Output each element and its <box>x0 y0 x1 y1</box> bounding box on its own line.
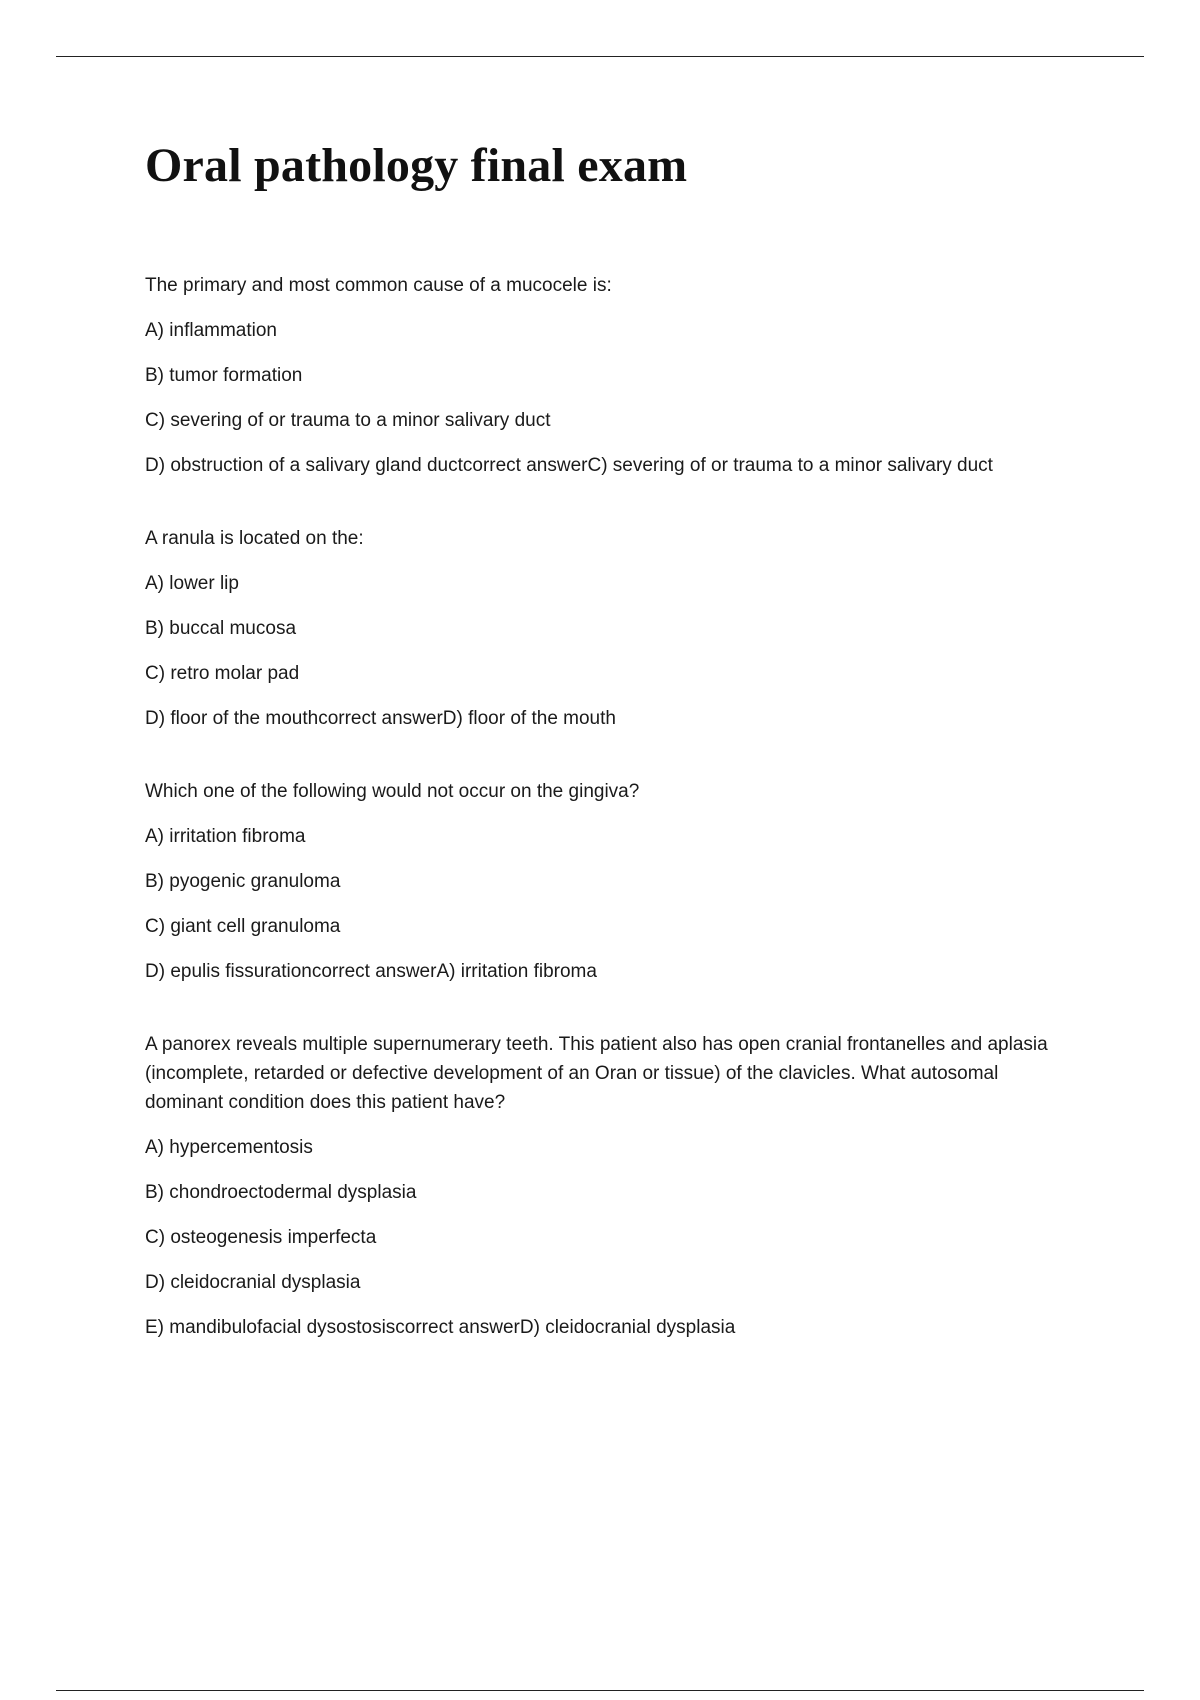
answer-option: D) obstruction of a salivary gland ductcorrect answerC) severing of or trauma to a minor salivary duct <box>145 455 993 477</box>
question-2 <box>145 524 1065 733</box>
answer-option: A) lower lip <box>145 573 239 595</box>
bottom-rule <box>56 1690 1144 1691</box>
answer-option: A) inflammation <box>145 320 277 342</box>
answer-option: B) buccal mucosa <box>145 618 297 640</box>
question-1 <box>145 271 1065 480</box>
answer-option: C) giant cell granuloma <box>145 916 341 938</box>
answer-option: D) floor of the mouthcorrect answerD) floor of the mouth <box>145 708 616 730</box>
question-prompt: A panorex reveals multiple supernumerary teeth. This patient also has open cranial frontanelles and aplasia (incomplete, retarded or defective development of an Oran or tissue) of the clavicles. What autosomal dominant condition does this patient have? <box>145 1034 1048 1114</box>
question-prompt: A ranula is located on the: <box>145 528 364 550</box>
answer-option: E) mandibulofacial dysostosiscorrect answerD) cleidocranial dysplasia <box>145 1317 736 1339</box>
question-4 <box>145 1030 1065 1342</box>
answer-option: B) chondroectodermal dysplasia <box>145 1182 417 1204</box>
answer-option: C) severing of or trauma to a minor salivary duct <box>145 410 551 432</box>
top-rule <box>56 56 1144 57</box>
question-3 <box>145 777 1065 986</box>
page-title: Oral pathology final exam <box>145 139 688 192</box>
answer-option: D) cleidocranial dysplasia <box>145 1272 361 1294</box>
answer-option: A) hypercementosis <box>145 1137 313 1159</box>
question-prompt: Which one of the following would not occur on the gingiva? <box>145 781 640 803</box>
answer-option: B) tumor formation <box>145 365 303 387</box>
answer-option: D) epulis fissurationcorrect answerA) irritation fibroma <box>145 961 597 983</box>
document-body <box>145 138 1065 1386</box>
answer-option: C) retro molar pad <box>145 663 300 685</box>
answer-option: C) osteogenesis imperfecta <box>145 1227 377 1249</box>
question-prompt: The primary and most common cause of a mucocele is: <box>145 275 612 297</box>
answer-option: B) pyogenic granuloma <box>145 871 341 893</box>
answer-option: A) irritation fibroma <box>145 826 306 848</box>
